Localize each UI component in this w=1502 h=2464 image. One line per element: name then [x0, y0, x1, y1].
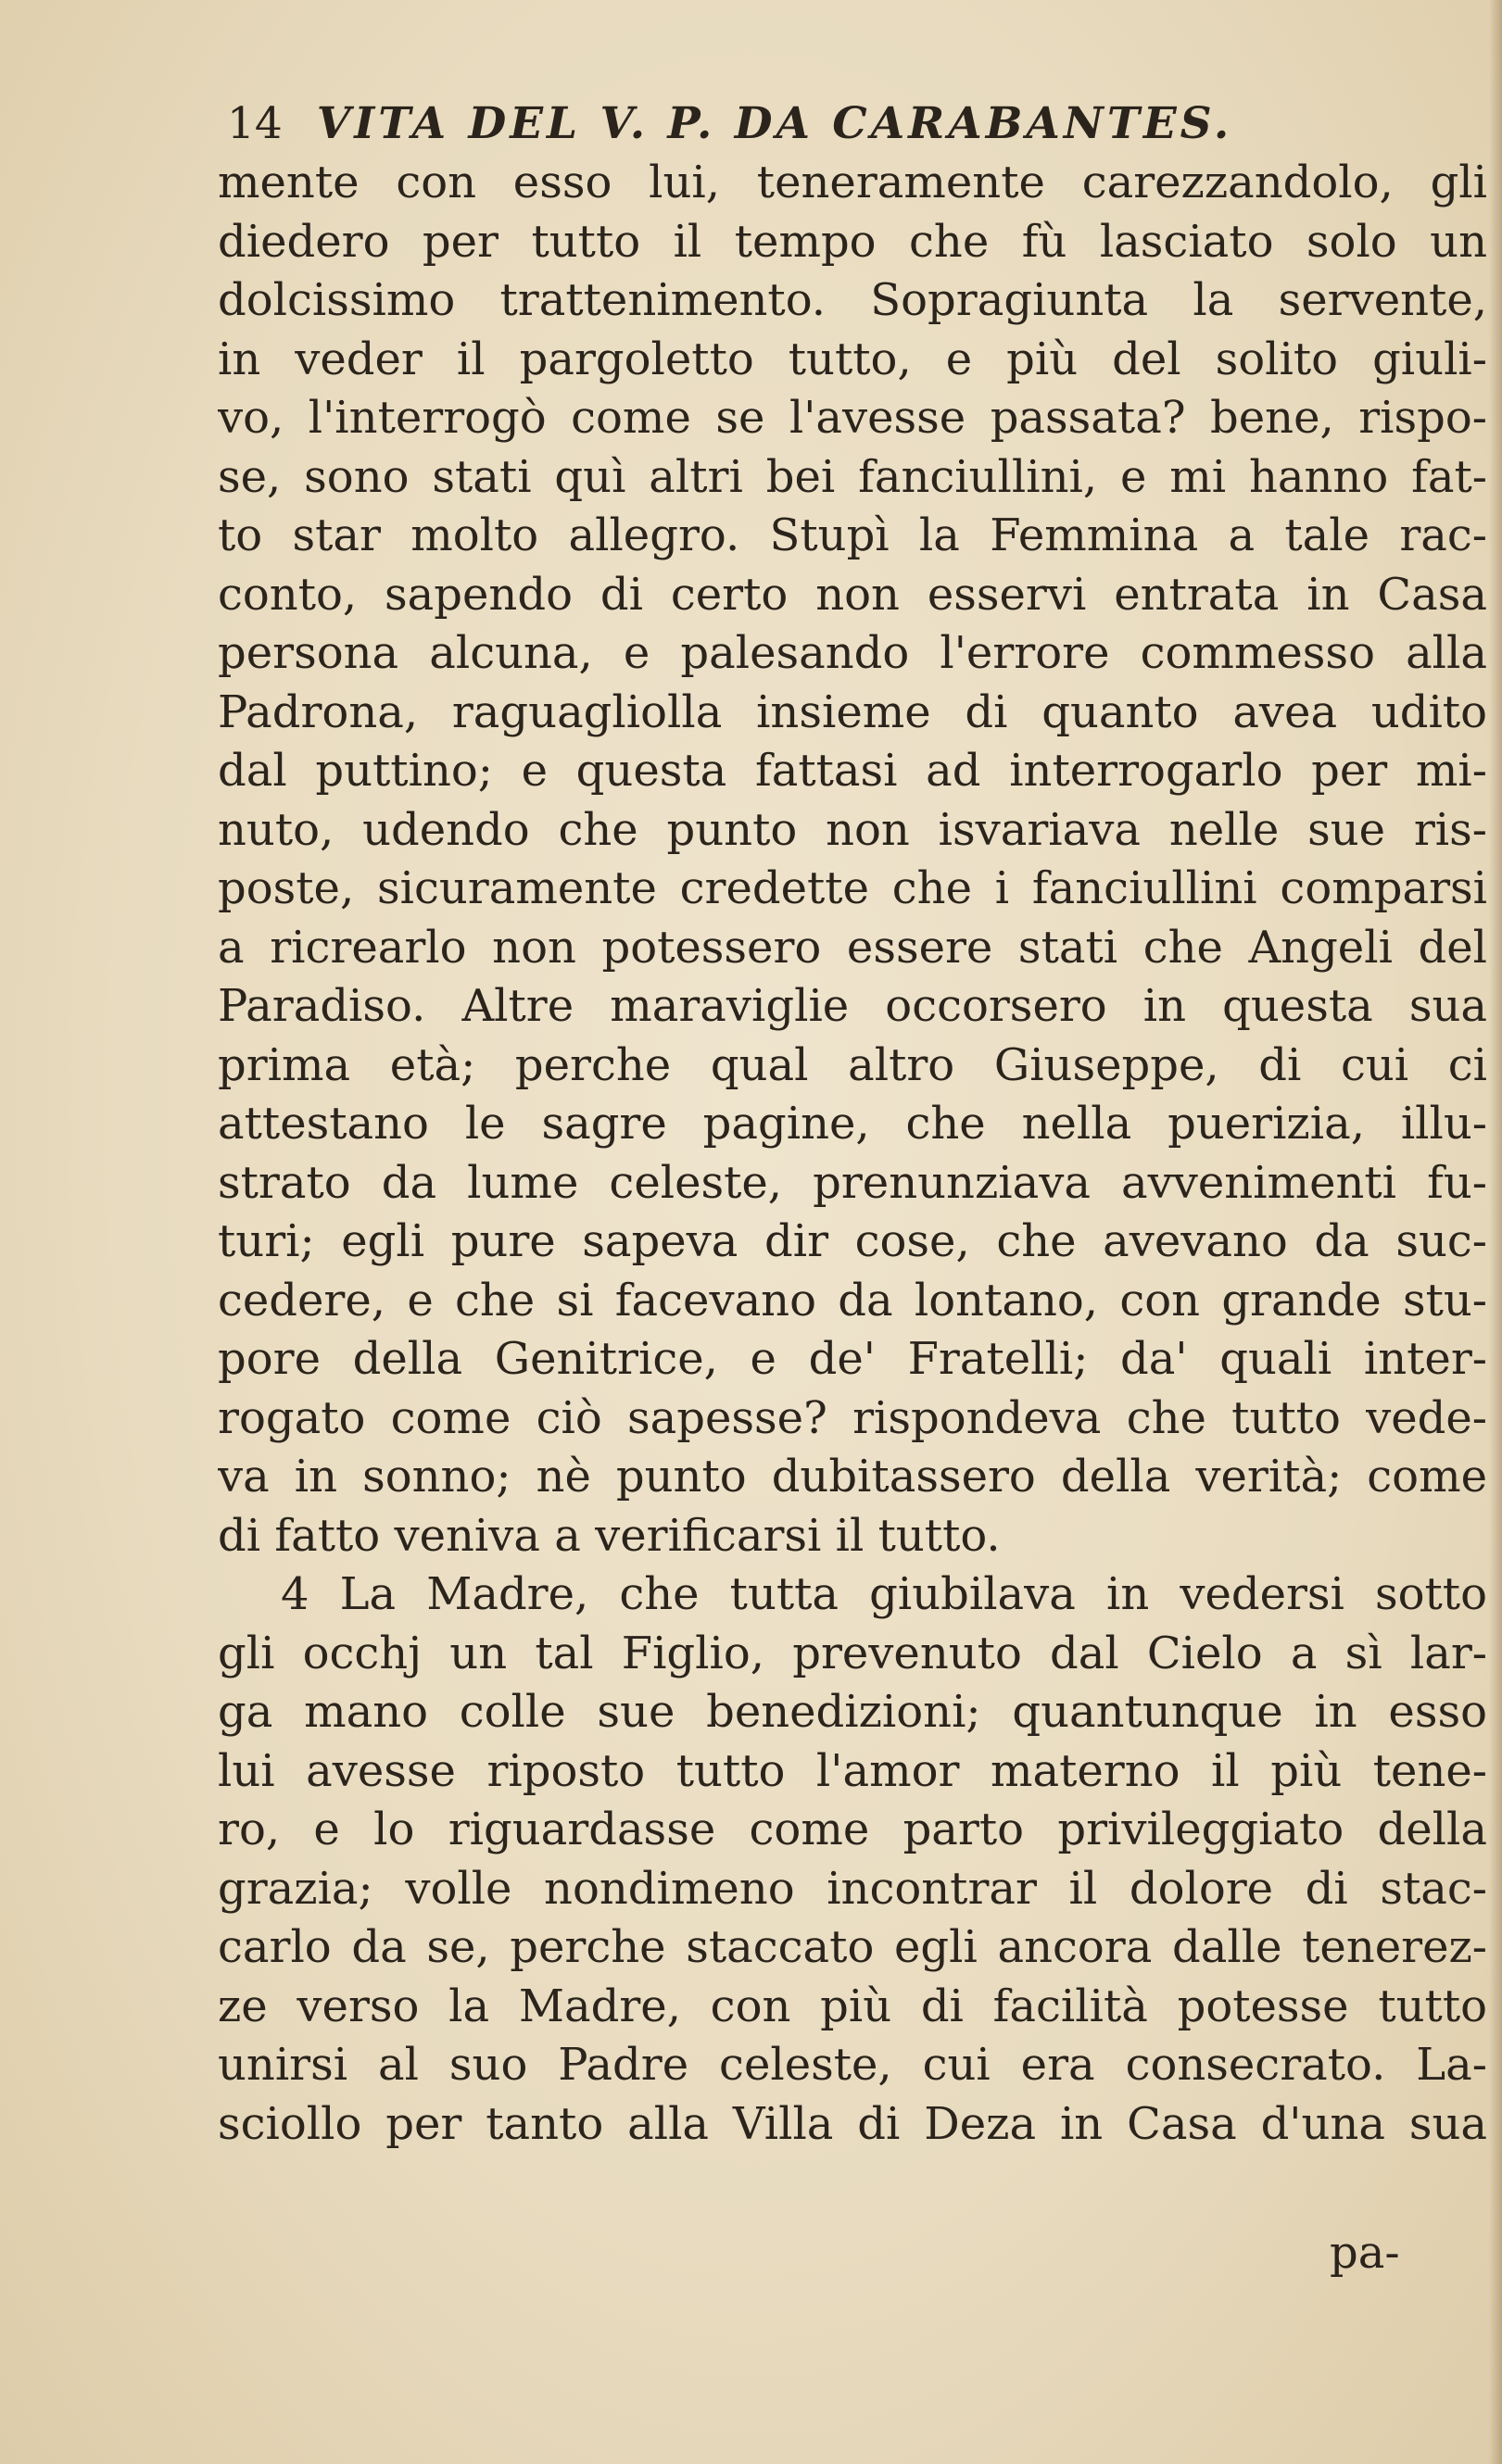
text-line: va in sonno; nè punto dubitassero della verità; come — [218, 1451, 1487, 1502]
text-line: sciollo per tanto alla Villa di Deza in Casa d'una sua — [218, 2097, 1487, 2150]
page-edge-shadow — [1489, 0, 1502, 2464]
text-line: Padrona, raguagliolla insieme di quanto avea udito — [218, 685, 1487, 738]
text-line: lui avesse riposto tutto l'amor materno il più tene- — [218, 1744, 1487, 1797]
catchword: pa- — [1330, 2227, 1400, 2279]
text-line: dal puttino; e questa fattasi ad interrogarlo per mi- — [218, 745, 1487, 797]
text-line: mente con esso lui, teneramente carezzandolo, gli — [218, 157, 1487, 208]
text-line: persona alcuna, e palesando l'errore commesso alla — [218, 627, 1487, 679]
text-line: strato da lume celeste, prenunziava avvenimenti fu- — [218, 1156, 1487, 1209]
text-line: attestano le sagre pagine, che nella puerizia, illu- — [218, 1098, 1487, 1150]
body-text — [218, 154, 1487, 2154]
page-header — [227, 96, 1478, 152]
text-line: ro, e lo riguardasse come parto privileggiato della — [218, 1804, 1487, 1855]
text-line: vo, l'interrogò come se l'avesse passata? bene, rispo- — [218, 392, 1487, 444]
text-line: grazia; volle nondimeno incontrar il dolore di stac- — [218, 1862, 1487, 1915]
text-line: turi; egli pure sapeva dir cose, che avevano da suc- — [218, 1215, 1487, 1267]
page-number: 14 — [227, 98, 283, 149]
text-line: a ricrearlo non potessero essere stati che Angeli del — [218, 921, 1487, 974]
text-line: to star molto allegro. Stupì la Femmina a tale rac- — [218, 509, 1487, 561]
text-line: ze verso la Madre, con più di facilità potesse tutto — [218, 1980, 1487, 2032]
text-line: prima età; perche qual altro Giuseppe, di cui ci — [218, 1038, 1487, 1091]
text-line: poste, sicuramente credette che i fanciullini comparsi — [218, 862, 1487, 914]
text-line: in veder il pargoletto tutto, e più del solito giuli- — [218, 333, 1487, 385]
text-line: gli occhj un tal Figlio, prevenuto dal Cielo a sì lar- — [218, 1627, 1487, 1679]
text-line: conto, sapendo di certo non esservi entrata in Casa — [218, 568, 1487, 621]
text-line: pore della Genitrice, e de' Fratelli; da' quali inter- — [218, 1333, 1487, 1385]
text-line: nuto, udendo che punto non isvariava nelle sue ris- — [218, 803, 1487, 856]
text-line: dolcissimo trattenimento. Sopragiunta la servente, — [218, 274, 1487, 326]
text-line: se, sono stati quì altri bei fanciullini, e mi hanno fat- — [218, 450, 1487, 503]
running-title: VITA DEL V. P. DA CARABANTES. — [316, 98, 1233, 149]
text-line: 4 La Madre, che tutta giubilava in vedersi sotto — [281, 1568, 1487, 1620]
text-line: carlo da se, perche staccato egli ancora dalle tenerez- — [218, 1921, 1487, 1973]
text-line: cedere, e che si facevano da lontano, con grande stu- — [218, 1274, 1487, 1326]
text-line: diedero per tutto il tempo che fù lasciato solo un — [218, 215, 1487, 268]
text-line: rogato come ciò sapesse? rispondeva che tutto vede- — [218, 1391, 1487, 1444]
text-line: Paradiso. Altre maraviglie occorsero in questa sua — [218, 980, 1487, 1032]
text-line: unirsi al suo Padre celeste, cui era consecrato. La- — [218, 2039, 1487, 2091]
text-line: di fatto veniva a verificarsi il tutto. — [218, 1509, 1001, 1562]
text-line: ga mano colle sue benedizioni; quantunque in esso — [218, 1686, 1487, 1738]
